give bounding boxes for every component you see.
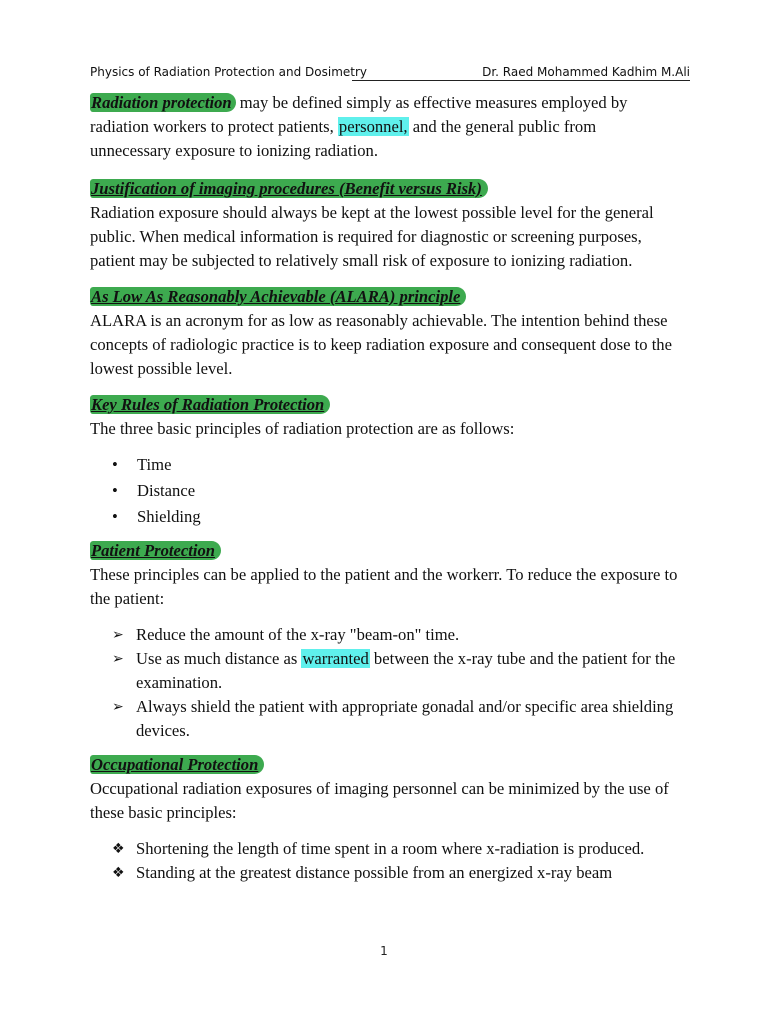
header-rule — [352, 80, 690, 81]
arrow-bullet-icon: ➢ — [112, 699, 124, 715]
list-item — [112, 453, 680, 477]
section-heading-occupational-protection — [90, 753, 680, 777]
intro-term: Radiation protection — [90, 93, 236, 112]
page-header — [90, 63, 690, 81]
list-item-label: Shielding — [137, 507, 201, 526]
intro-highlight: personnel, — [338, 117, 408, 136]
patient-protection-body: These principles can be applied to the patient and the workerr. To reduce the exposure to the patient: — [90, 565, 678, 608]
patient-protection-heading: Patient Protection — [90, 541, 221, 560]
list-item-label-end: between the x-ray tube and the patient for the examination. — [136, 649, 676, 692]
occupational-protection-list — [90, 837, 680, 885]
page-content — [90, 91, 680, 893]
section-heading-justification — [90, 177, 680, 201]
occupational-protection-body: Occupational radiation exposures of imaging personnel can be minimized by the use of these basic principles: — [90, 779, 669, 822]
header-author: Dr. Raed Mohammed Kadhim M.Ali — [482, 65, 690, 79]
section-heading-alara — [90, 285, 680, 309]
arrow-bullet-icon: ➢ — [112, 627, 124, 643]
list-item — [112, 647, 680, 695]
patient-protection-list — [90, 623, 680, 743]
list-item — [112, 861, 680, 885]
key-rules-heading: Key Rules of Radiation Protection — [90, 395, 330, 414]
justification-body: Radiation exposure should always be kept at the lowest possible level for the general public. When medical information is required for diagnostic or screening purposes, patient may be subjected to relatively small risk of exposure to ionizing radiation. — [90, 203, 654, 270]
list-item — [112, 837, 680, 861]
diamond-bullet-icon: ❖ — [112, 865, 125, 881]
list-item-label-start: Use as much distance as — [136, 649, 302, 668]
page-number: 1 — [380, 944, 388, 958]
key-rules-list — [90, 453, 680, 529]
intro-text-2: and the general public from unnecessary exposure to ionizing radiation. — [90, 117, 597, 160]
list-item — [112, 505, 680, 529]
list-item — [112, 695, 680, 743]
intro-text-1: may be defined simply as effective measures employed by radiation workers to protect patients, — [90, 93, 628, 136]
alara-body: ALARA is an acronym for as low as reasonably achievable. The intention behind these concepts of radiologic practice is to keep radiation exposure and consequent dose to the lowest possible level. — [90, 311, 672, 378]
occupational-protection-heading: Occupational Protection — [90, 755, 264, 774]
section-heading-patient-protection — [90, 539, 680, 563]
list-item-label: Distance — [137, 481, 196, 500]
bullet-icon: • — [112, 507, 118, 526]
list-item-label: Reduce the amount of the x-ray "beam-on" time. — [136, 625, 460, 644]
bullet-icon: • — [112, 455, 118, 474]
justification-heading: Justification of imaging procedures (Benefit versus Risk) — [90, 179, 488, 198]
list-item-label: Shortening the length of time spent in a room where x-radiation is produced. — [136, 839, 645, 858]
header-course-title: Physics of Radiation Protection and Dosimetry — [90, 65, 368, 79]
list-item-label: Time — [137, 455, 172, 474]
list-item — [112, 623, 680, 647]
list-item-label: Standing at the greatest distance possible from an energized x-ray beam — [136, 863, 613, 882]
key-rules-body: The three basic principles of radiation protection are as follows: — [90, 419, 515, 438]
intro-paragraph — [90, 91, 680, 163]
list-item-label: Always shield the patient with appropriate gonadal and/or specific area shielding devices. — [136, 697, 674, 740]
diamond-bullet-icon: ❖ — [112, 841, 125, 857]
bullet-icon: • — [112, 481, 118, 500]
list-item — [112, 479, 680, 503]
section-heading-key-rules — [90, 393, 680, 417]
warranted-highlight: warranted — [302, 649, 369, 668]
arrow-bullet-icon: ➢ — [112, 651, 124, 667]
alara-heading: As Low As Reasonably Achievable (ALARA) principle — [90, 287, 466, 306]
